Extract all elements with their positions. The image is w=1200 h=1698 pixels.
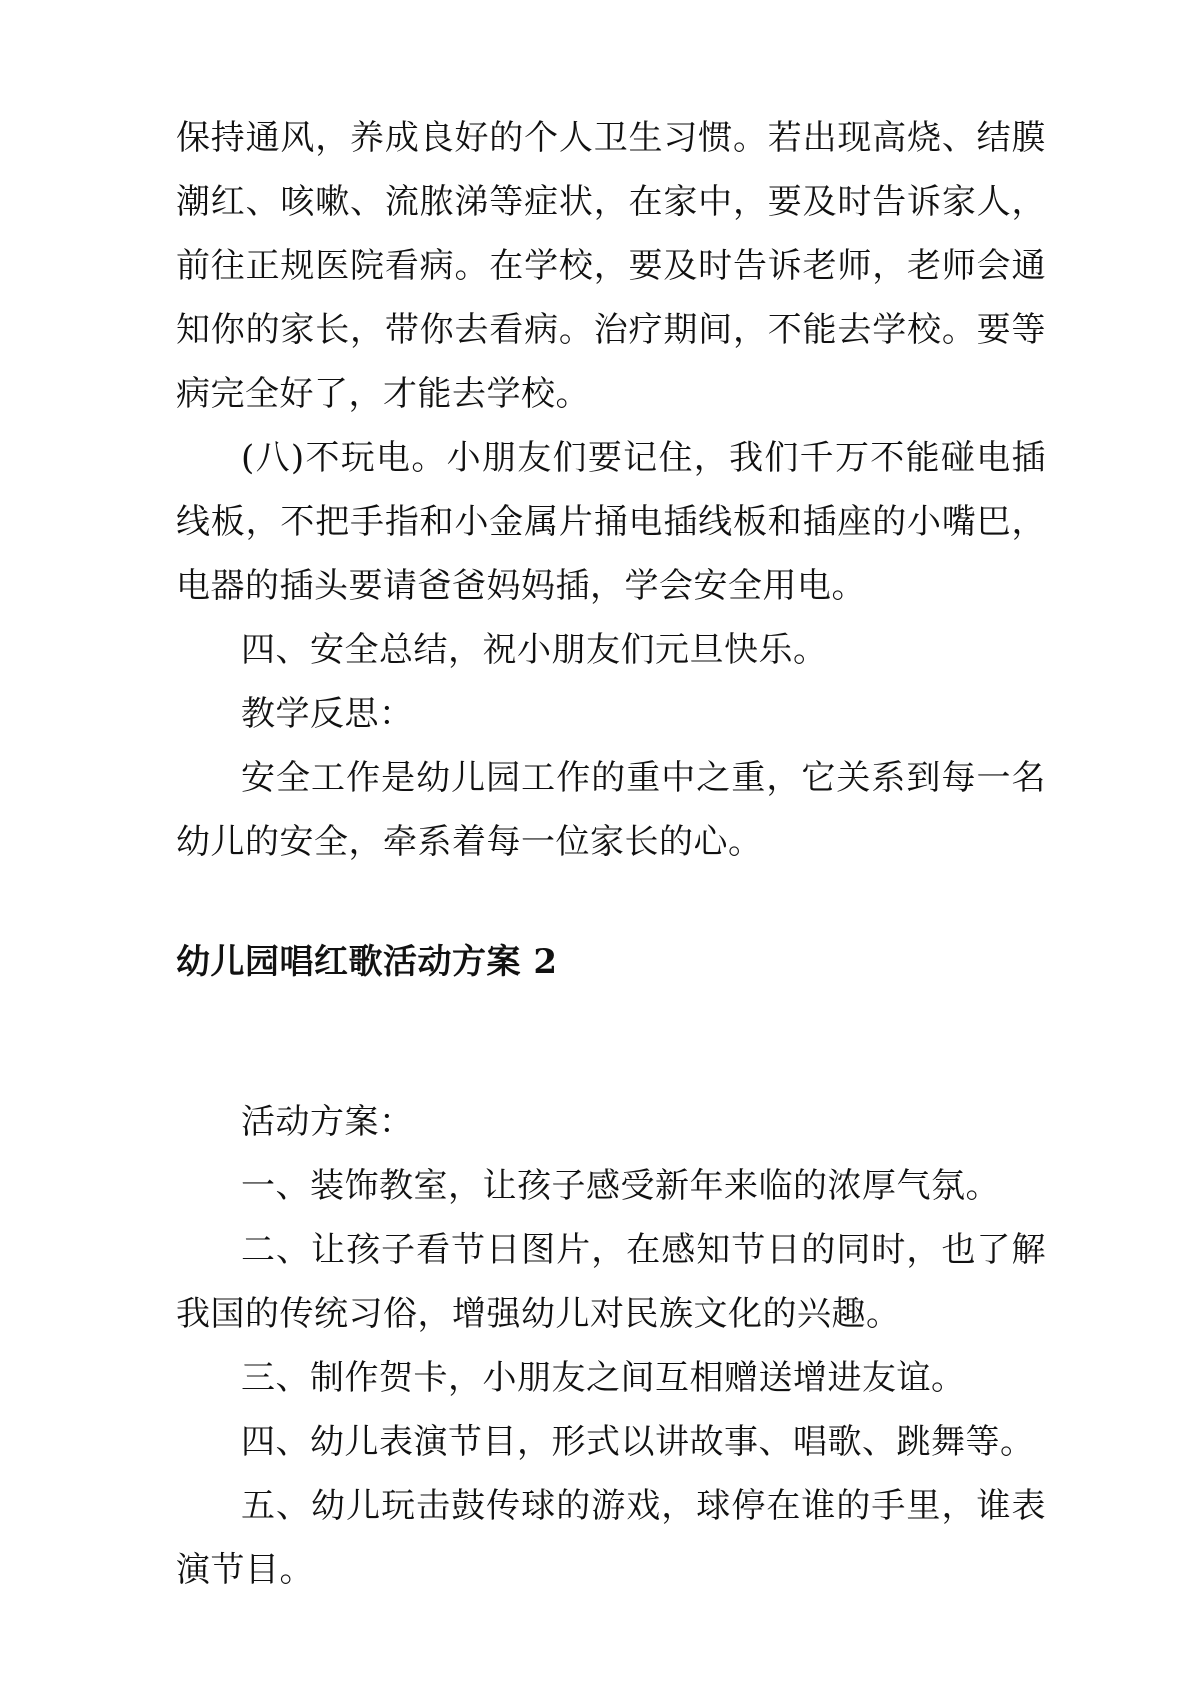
section-title: 幼儿园唱红歌活动方案 2	[176, 942, 558, 982]
paragraph-plan-item-4: 四、幼儿表演节目，形式以讲故事、唱歌、跳舞等。	[241, 1422, 1035, 1462]
paragraph-hygiene: 保持通风，养成良好的个人卫生习惯。若出现高烧、结膜潮红、咳嗽、流脓涕等症状，在家中，要及时告诉家人，前往正规医院看病。在学校，要及时告诉老师，老师会通知你的家长，带你去看病。治疗期间，不能去学校。要等病完全好了，才能去学校。	[176, 118, 1046, 414]
paragraph-plan-item-5: 五、幼儿玩击鼓传球的游戏，球停在谁的手里，谁表演节目。	[176, 1486, 1046, 1590]
paragraph-plan-item-3: 三、制作贺卡，小朋友之间互相赠送增进友谊。	[241, 1358, 966, 1398]
paragraph-plan-item-1: 一、装饰教室，让孩子感受新年来临的浓厚气氛。	[241, 1166, 1000, 1206]
paragraph-teaching-reflection-heading: 教学反思：	[241, 694, 414, 734]
paragraph-activity-plan-heading: 活动方案：	[241, 1102, 414, 1142]
paragraph-electricity-safety: (八)不玩电。小朋友们要记住，我们千万不能碰电插线板，不把手指和小金属片捅电插线板和插座的小嘴巴，电器的插头要请爸爸妈妈插，学会安全用电。	[176, 438, 1046, 606]
paragraph-plan-item-2: 二、让孩子看节日图片，在感知节日的同时，也了解我国的传统习俗，增强幼儿对民族文化的兴趣。	[176, 1230, 1046, 1334]
paragraph-teaching-reflection: 安全工作是幼儿园工作的重中之重，它关系到每一名幼儿的安全，牵系着每一位家长的心。	[176, 758, 1046, 862]
paragraph-safety-summary: 四、安全总结，祝小朋友们元旦快乐。	[241, 630, 828, 670]
